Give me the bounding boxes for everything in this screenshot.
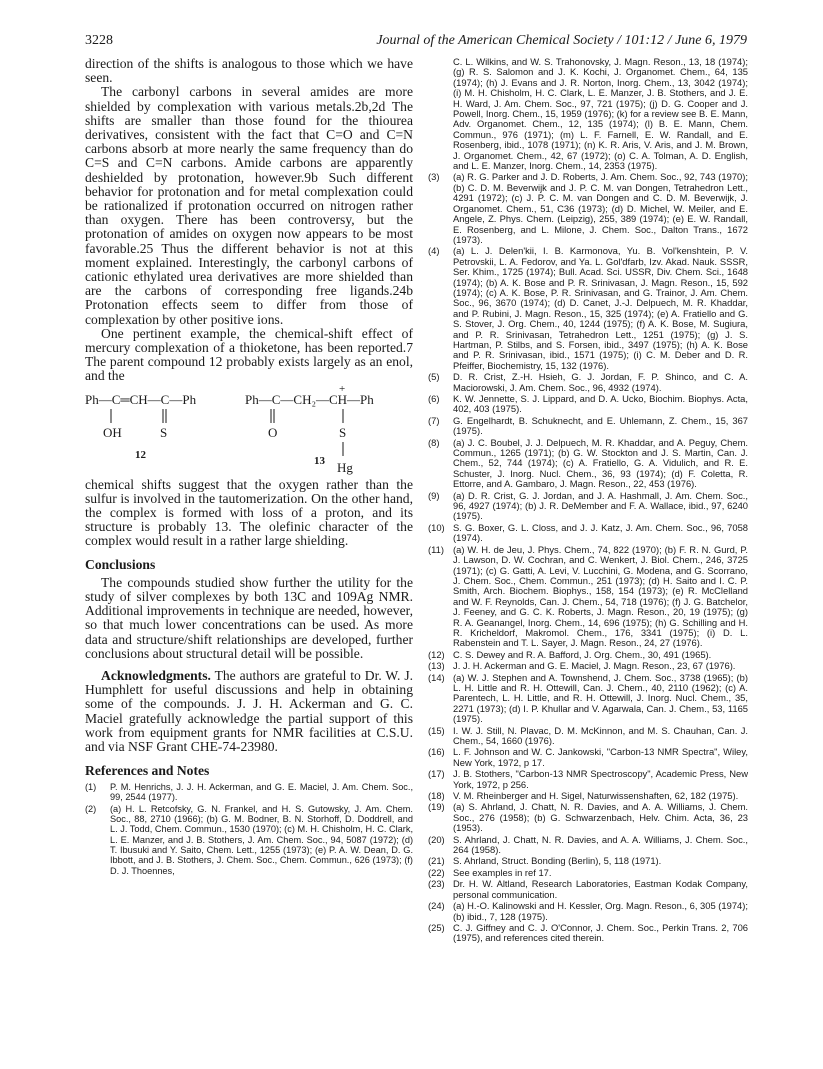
- reference-entry: [428, 438, 748, 490]
- reference-text: Dr. H. W. Altland, Research Laboratories, Eastman Kodak Company, personal communication.: [453, 878, 748, 900]
- reference-text: (a) H. L. Retcofsky, G. N. Frankel, and H. S. Gutowsky, J. Am. Chem. Soc., 88, 2710 (1966); (b) G. M. Bodner, B. N. Storhoff, D. Doddrell, and L. J. Todd, Chem. Commun., 1530 (1970); (c) M. H. Chisholm, H. C. Clark, L. E. Manzer, and J. B. Stothers, J. Am. Chem. Soc., 94, 5087 (1972); (d) T. Ibusuki and Y. Saito, Chem. Lett., 1255 (1973); (e) P. A. W. Dean, D. G. Ibbott, and J. B. Stothers, J. Chem. Soc., Chem. Commun., 626 (1973); (f) D. J. Thoennes,: [110, 803, 413, 876]
- reference-text: D. R. Crist, Z.-H. Hsieh, G. J. Jordan, F. P. Shinco, and C. A. Maciorowski, J. Am. Chem. Soc., 96, 4932 (1974).: [453, 371, 748, 393]
- struct-12-oh: OH: [103, 424, 122, 440]
- reference-entry: [428, 923, 748, 944]
- reference-entry: [428, 835, 748, 856]
- reference-number: (10): [428, 521, 445, 533]
- paragraph-continuation: direction of the shifts is analogous to those which we have seen.: [85, 56, 413, 86]
- struct-12-s: S: [160, 424, 168, 440]
- reference-number: (8): [428, 436, 440, 448]
- reference-text: S. G. Boxer, G. L. Closs, and J. J. Katz, J. Am. Chem. Soc., 96, 7058 (1974).: [453, 521, 748, 544]
- reference-number: (19): [428, 801, 445, 813]
- chemical-structures: [85, 386, 413, 528]
- reference-text: K. W. Jennette, S. J. Lippard, and D. A. Ucko, Biochim. Biophys. Acta, 402, 403 (1975).: [453, 393, 748, 415]
- reference-number: (17): [428, 768, 445, 780]
- struct-13-hg: Hg: [337, 459, 353, 475]
- references-left: [85, 782, 413, 876]
- reference-text: (a) H.-O. Kalinowski and H. Kessler, Org. Magn. Reson., 6, 305 (1974); (b) ibid., 7, 128 (1975).: [453, 900, 748, 922]
- reference-text: V. M. Rheinberger and H. Sigel, Naturwissenshaften, 62, 182 (1975).: [453, 790, 739, 802]
- reference-entry: [428, 901, 748, 922]
- reference-entry: [428, 57, 748, 171]
- reference-text: C. S. Dewey and R. A. Bafford, J. Org. Chem., 30, 491 (1965).: [453, 648, 712, 660]
- paragraph-carbonyl: The carbonyl carbons in several amides are more shielded by complexation with various metals.2b,2d The shifts are smaller than those found for the thiourea derivatives, consistent with the fact that C=O and C=N carbons absorb at more nearly the same frequency than do C=S and C=N carbons. Amide carbons are apparently deshielded by protonation, however.9b Such different behavior for protonation and for metal complexation could be rationalized if protonation occurred on nitrogen rather than oxygen. There has been controversy, but the protonation of amides on oxygen now appears to be most favorable.25 Thus the different behavior is not at this moment explained. Interestingly, the carbonyl carbons of cationic ethylated urea derivatives are more shielded than are the carbons of corresponding free ligands.24b Protonation effects seem to differ from those of complexation by other positive ions.: [85, 84, 413, 327]
- reference-text: (a) R. G. Parker and J. D. Roberts, J. Am. Chem. Soc., 92, 743 (1970); (b) C. D. M. Beverwijk and J. P. C. M. van Dongen, Tetrahedron Lett., 4291 (1972); (c) J. P. C. M. van Dongen and C. D. M. Beverwijk, J. Organomet. Chem., 51, C36 (1973); (d) D. Michel, W. Meiler, and E. Angele, Z. Phys. Chem. (Leipzig), 255, 389 (1974); (e) E. W. Randall, E. Rosenberg, and L. Milone, J. Chem. Soc., Dalton Trans., 1672 (1973).: [453, 171, 748, 245]
- reference-entry: [428, 416, 748, 437]
- structures-svg: [85, 386, 413, 528]
- reference-number: (2): [85, 803, 97, 814]
- reference-number: [428, 57, 453, 171]
- reference-number: (14): [428, 671, 445, 683]
- reference-number: (25): [428, 921, 445, 933]
- paragraph-tautomer: chemical shifts suggest that the oxygen rather than the sulfur is involved in the tautomerization. On the other hand, the complex is formed with loss of a proton, and its structure is probably 13. The olefinic character of the complex would result in a rather large shielding.: [85, 476, 413, 549]
- reference-text: G. Engelhardt, B. Schuknecht, and E. Uhlemann, Z. Chem., 15, 367 (1975).: [453, 414, 748, 437]
- reference-text: (a) D. R. Crist, G. J. Jordan, and J. A. Hashmall, J. Am. Chem. Soc., 96, 4927 (1974); (b) J. R. DeMember and F. A. Wallace, ibid., 97, 6240 (1975).: [453, 489, 748, 522]
- reference-text: S. Ahrland, Struct. Bonding (Berlin), 5, 118 (1971).: [453, 855, 662, 867]
- reference-entry: [428, 747, 748, 768]
- reference-number: (1): [85, 782, 97, 793]
- reference-text: J. J. H. Ackerman and G. E. Maciel, J. Magn. Reson., 23, 67 (1976).: [453, 660, 736, 672]
- reference-text: (a) L. J. Delen'kii, I. B. Karmonova, Yu. B. Vol'kenshtein, P. V. Petrovskii, L. A. Fedorov, and Ya. L. Gol'dfarb, Izv. Akad. Nauk. SSSR, Ser. Khim., 1725 (1974); Bull. Acad. Sci. USSR, Div. Chem. Sci., 1648 (1974); (b) A. K. Bose and P. R. Srinivasan, J. Magn. Reson., 15, 592 (1974); (c) A. K. Bose, P. R. Srinivasan, and G. Trainor, J. Am. Chem. Soc., 96, 3670 (1974); (d) D. Canet, J.-J. Delpuech, M. R. Khaddar, and P. Rubini, J. Magn. Reson., 15, 325 (1974); (e) A. Fratiello and G. S. Stover, J. Org. Chem., 40, 1244 (1975); (f) A. K. Bose, M. Sugiura, and P. R. Srinivasan, Tetrahedron Lett., 1251 (1975); (g) J. S. Hartman, P. Stilbs, and S. Forsen, ibid., 3497 (1975); (h) A. K. Bose and P. R. Srinivasan, ibid., 1571 (1975); (i) C. M. Deber and D. R. Pfeiffer, Biochemistry, 15, 132 (1976).: [453, 245, 748, 371]
- paragraph-conclusions: The compounds studied show further the utility for the study of silver complexes by both 13C and 109Ag NMR. Additional improvements in technique are needed, however, so that much lower concentrations can be used. As more data and structure/shift relationships are developed, further conclusions about structural detail will be possible.: [85, 574, 413, 661]
- reference-entry: [428, 394, 748, 415]
- reference-number: (11): [428, 543, 444, 555]
- reference-number: (18): [428, 790, 445, 802]
- reference-entry: [428, 246, 748, 371]
- reference-number: (3): [428, 171, 440, 183]
- reference-text: L. F. Johnson and W. C. Jankowski, "Carbon-13 NMR Spectra", Wiley, New York, 1972, p 17.: [453, 746, 748, 768]
- reference-text: C. J. Giffney and C. J. O'Connor, J. Chem. Soc., Perkin Trans. 2, 706 (1975), and references cited therein.: [453, 921, 748, 944]
- reference-text: J. B. Stothers, "Carbon-13 NMR Spectroscopy", Academic Press, New York, 1972, p 256.: [453, 768, 748, 790]
- struct-13-chain: Ph—C—CH₂—CH—Ph: [245, 391, 374, 407]
- reference-text: (a) W. H. de Jeu, J. Phys. Chem., 74, 822 (1970); (b) F. R. N. Gurd, P. J. Lawson, D. W. Cochran, and C. Wenkert, J. Biol. Chem., 246, 3725 (1971); (c) G. Gatti, A. Levi, V. Lucchini, G. Modena, and G. Scorrano, J. Chem. Soc., Chem. Commun., 251 (1973); (d) H. Saito and I. C. P. Smith, Arch. Biochem. Biophys., 158, 154 (1973); (e) R. McClelland and W. F. Reynolds, Can. J. Chem., 54, 718 (1976); (f) J. G. Batchelor, J. Feeney, and G. C. K. Roberts, J. Magn. Reson., 20, 19 (1975); (g) R. A. Geanangel, Inorg. Chem., 14, 696 (1975); (h) G. Schilling and H. R. Kricheldorf, Makromol. Chem., 176, 3341 (1975); (i) D. L. Rabenstein and T. L. Sayer, J. Magn. Reson., 24, 27 (1976).: [453, 543, 748, 649]
- left-column: [85, 57, 413, 877]
- reference-text: (a) S. Ahrland, J. Chatt, N. R. Davies, and A. A. Williams, J. Chem. Soc., 276 (1958); (b) G. Schwarzenbach, Helv. Chim. Acta, 36, 23 (1953).: [453, 801, 748, 834]
- reference-entry: [428, 769, 748, 790]
- reference-number: (12): [428, 648, 445, 660]
- reference-number: (23): [428, 878, 445, 890]
- reference-entry: [428, 650, 748, 660]
- reference-text: S. Ahrland, J. Chatt, N. R. Davies, and A. A. Williams, J. Chem. Soc., 264 (1958).: [453, 833, 748, 856]
- reference-number: (6): [428, 393, 440, 404]
- reference-entry: [428, 523, 748, 544]
- reference-text: See examples in ref 17.: [453, 866, 552, 878]
- reference-entry: [428, 172, 748, 245]
- right-column: [428, 57, 748, 945]
- struct-12-label: 12: [135, 448, 146, 461]
- paragraph-mercury: One pertinent example, the chemical-shift effect of mercury complexation of a thioketone, has been reported.7 The parent compound 12 probably exists largely as an enol, and the: [85, 325, 413, 384]
- reference-number: (9): [428, 489, 440, 501]
- reference-number: (7): [428, 414, 440, 426]
- struct-12-chain: Ph—C═CH—C—Ph: [85, 391, 197, 407]
- reference-entry: [428, 791, 748, 801]
- struct-13-label: 13: [314, 454, 325, 467]
- reference-entry: [428, 856, 748, 866]
- struct-13-o: O: [268, 424, 278, 440]
- reference-entry: [428, 726, 748, 747]
- reference-text: C. L. Wilkins, and W. S. Trahonovsky, J. Magn. Reson., 13, 18 (1974); (g) R. S. Salomon and J. K. Kochi, J. Organomet. Chem., 64, 135 (1974); (h) J. Evans and J. R. Norton, Inorg. Chem., 13, 3042 (1974); (i) M. H. Chisholm, H. C. Clark, L. E. Manzer, J. B. Stothers, and J. E. H. Ward, J. Am. Chem. Soc., 97, 721 (1975); (j) D. G. Cooper and J. Powell, Inorg. Chem., 15, 1959 (1976); (k) for a review see B. E. Mann, Adv. Organomet. Chem., 12, 135 (1974); (l) B. E. Mann, Chem. Commun., 976 (1971); (m) L. F. Farnell, E. W. Randall, and E. Rosenberg, ibid., 1078 (1971); (n) K. R. Aris, V. Aris, and J. M. Brown, J. Organomet. Chem., 42, 67 (1972); (o) C. A. Tolman, A. D. English, and L. E. Manzer, Inorg. Chem., 14, 2353 (1975).: [453, 56, 748, 172]
- struct-13-charge: +: [339, 385, 346, 395]
- reference-entry: [428, 661, 748, 671]
- reference-entry: [85, 804, 413, 876]
- reference-number: (16): [428, 746, 445, 758]
- references-right: [428, 57, 748, 944]
- paragraph-acknowledgments: [85, 669, 413, 754]
- ack-heading: Acknowledgments.: [101, 667, 211, 683]
- reference-entry: [428, 802, 748, 833]
- reference-number: (5): [428, 371, 440, 383]
- reference-number: (21): [428, 855, 445, 867]
- reference-text: P. M. Henrichs, J. J. H. Ackerman, and G. E. Maciel, J. Am. Chem. Soc., 99, 2544 (1977).: [110, 782, 413, 803]
- reference-text: I. W. J. Still, N. Plavac, D. M. McKinnon, and M. S. Chauhan, Can. J. Chem., 54, 1660 (1976).: [453, 724, 748, 746]
- page-number: 3228: [85, 33, 113, 48]
- reference-entry: [428, 673, 748, 725]
- reference-text: (a) J. C. Boubel, J. J. Delpuech, M. R. Khaddar, and A. Peguy, Chem. Commun., 1265 (1971); (b) G. W. Stockton and J. S. Martin, Can. J. Chem., 52, 744 (1974); (c) A. Fratiello, G. A. Vidulich, and R. E. Schuster, J. Inorg. Nucl. Chem., 36, 93 (1974); (d) F. Coletta, R. Ettorre, and A. Gambaro, J. Magn. Reson., 22, 453 (1976).: [453, 436, 748, 490]
- ack-text: The authors are grateful to Dr. W. J. Humphlett for useful discussions and help in obtaining some of the compounds. J. J. H. Ackerman and G. C. Maciel gratefully acknowledge the partial support of this work from equipment grants for NMR facilities at C.S.U. and via NSF Grant CHE-74-23980.: [85, 667, 414, 754]
- reference-number: (20): [428, 833, 445, 845]
- conclusions-heading: Conclusions: [85, 556, 156, 572]
- reference-entry: [428, 372, 748, 393]
- reference-number: (22): [428, 866, 445, 878]
- references-heading: References and Notes: [85, 763, 210, 779]
- reference-entry: [85, 782, 413, 803]
- reference-number: (13): [428, 660, 445, 672]
- reference-entry: [428, 491, 748, 522]
- reference-entry: [428, 545, 748, 649]
- reference-entry: [428, 868, 748, 878]
- reference-entry: [428, 879, 748, 900]
- struct-13-s: S: [339, 424, 347, 440]
- reference-number: (4): [428, 245, 440, 257]
- reference-number: (15): [428, 724, 445, 736]
- reference-text: (a) W. J. Stephen and A. Townshend, J. Chem. Soc., 3738 (1965); (b) L. H. Little and R. H. Ottewill, Can. J. Chem., 40, 2110 (1962); (c) A. Parentech, L. H. Little, and R. H. Ottewill, J. Inorg. Nucl. Chem., 35, 2271 (1973); (d) I. P. Khullar and V. Agarwala, Can. J. Chem., 53, 1165 (1975).: [453, 671, 748, 725]
- reference-number: (24): [428, 900, 445, 912]
- journal-running-head: Journal of the American Chemical Society / 101:12 / June 6, 1979: [376, 33, 747, 48]
